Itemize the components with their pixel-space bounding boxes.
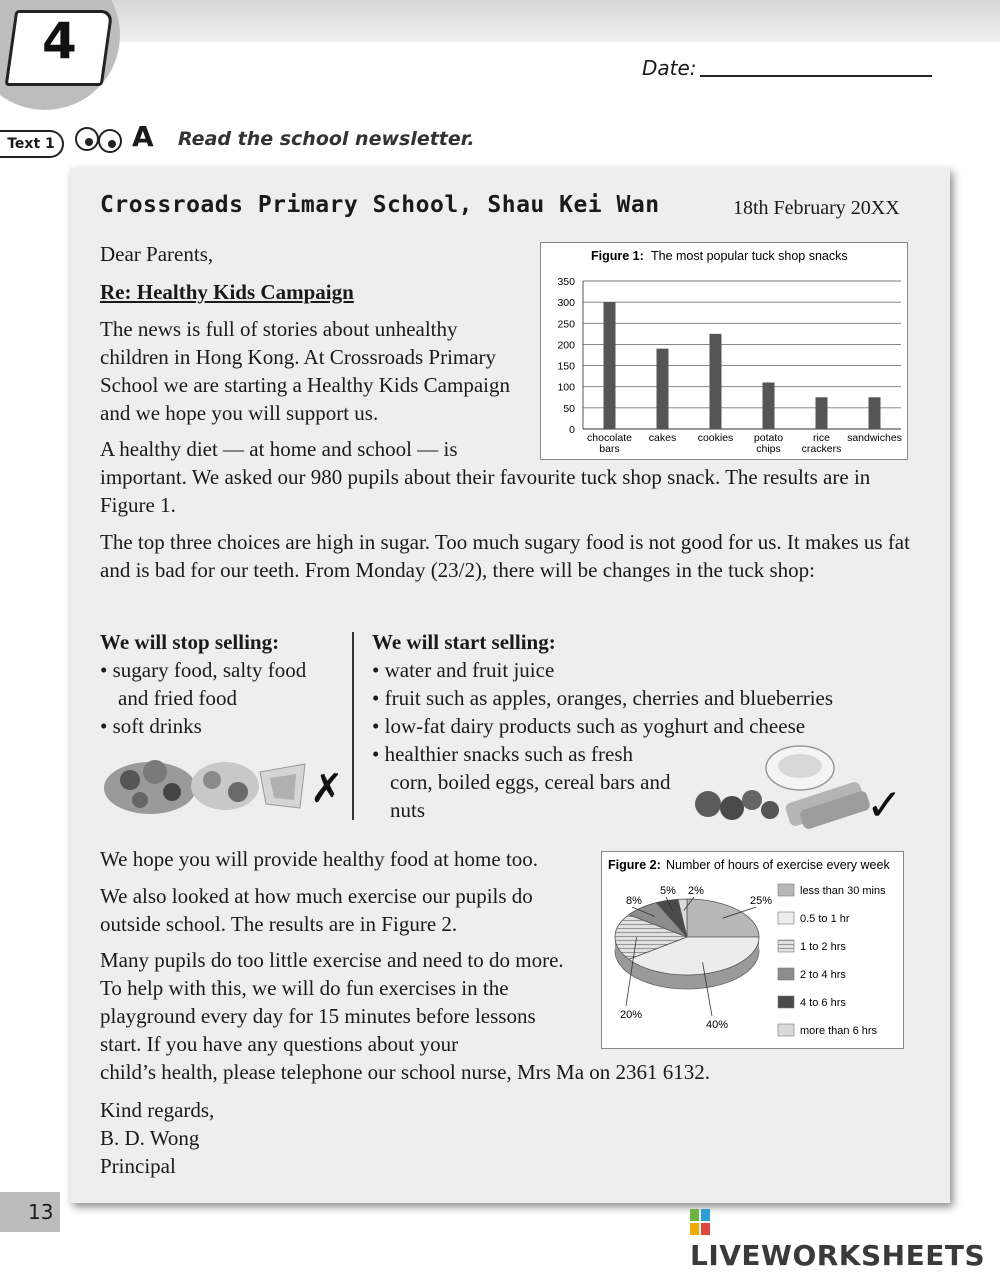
legend-swatch bbox=[778, 912, 794, 924]
pie-value-label: 20% bbox=[620, 1009, 643, 1021]
list-item: • fruit such as apples, oranges, cherries and blueberries bbox=[372, 686, 834, 710]
y-tick-label: 0 bbox=[569, 424, 575, 436]
unit-badge bbox=[0, 0, 120, 110]
legend-label: 4 to 6 hrs bbox=[800, 997, 846, 1009]
top-banner bbox=[0, 0, 1000, 42]
bar-cakes bbox=[657, 349, 669, 429]
unit-number: 4 bbox=[42, 12, 77, 70]
figure-1-title-bold: Figure 1: bbox=[591, 249, 644, 263]
paragraph-6-start: Many pupils do too little exercise and need to do more. To help with this, we will do fun exercises in the playground every day for 15 minutes before lessons start. If you have any questions about your bbox=[100, 948, 564, 1056]
x-tick-label: rice bbox=[813, 432, 830, 444]
brand-text: LIVEWORKSHEETS bbox=[690, 1239, 986, 1272]
list-item: • soft drinks bbox=[100, 714, 202, 738]
x-tick-label: cakes bbox=[648, 432, 677, 444]
healthy-food-illustration bbox=[690, 740, 910, 832]
date-label: Date: bbox=[642, 56, 697, 80]
x-tick-label: sandwiches bbox=[847, 432, 902, 444]
paragraph-6-end: child’s health, please telephone our school nurse, Mrs Ma on 2361 6132. bbox=[100, 1060, 711, 1084]
list-item: • sugary food, salty food and fried food bbox=[100, 658, 307, 710]
liveworksheets-brand[interactable] bbox=[690, 1206, 1000, 1272]
reading-eyes-icon bbox=[74, 122, 124, 156]
bar-cookies bbox=[710, 334, 722, 429]
page-number: 13 bbox=[0, 1192, 60, 1232]
y-tick-label: 100 bbox=[557, 381, 575, 394]
legend-label: less than 30 mins bbox=[800, 885, 886, 897]
figure-2-box bbox=[601, 851, 904, 1049]
y-tick-label: 50 bbox=[563, 402, 575, 415]
figure-1-title: The most popular tuck shop snacks bbox=[651, 249, 848, 263]
liveworksheets-logo-icon bbox=[690, 1209, 710, 1235]
y-tick-label: 300 bbox=[557, 297, 575, 310]
junk-food-illustration bbox=[100, 742, 346, 828]
paragraph-4: We hope you will provide healthy food at home too. bbox=[100, 847, 539, 871]
newsletter-date: 18th February 20XX bbox=[733, 197, 900, 219]
y-tick-label: 350 bbox=[557, 276, 575, 288]
date-input-line[interactable] bbox=[700, 75, 932, 77]
y-tick-label: 200 bbox=[557, 339, 575, 352]
re-line: Re: Healthy Kids Campaign bbox=[100, 280, 354, 304]
greeting: Dear Parents, bbox=[100, 242, 214, 266]
closing: Kind regards, bbox=[100, 1098, 215, 1122]
y-tick-label: 150 bbox=[557, 360, 575, 373]
figure-1-bar-chart bbox=[541, 243, 907, 459]
figure-1-box bbox=[540, 242, 908, 460]
legend-label: more than 6 hrs bbox=[800, 1025, 878, 1037]
legend-label: 2 to 4 hrs bbox=[800, 969, 846, 981]
x-tick-label: chips bbox=[756, 443, 781, 455]
legend-swatch bbox=[778, 940, 794, 952]
legend-swatch bbox=[778, 968, 794, 980]
legend-swatch bbox=[778, 884, 794, 896]
tick-mark: ✓ bbox=[866, 780, 903, 831]
y-tick-label: 250 bbox=[557, 318, 575, 331]
signer-name: B. D. Wong bbox=[100, 1126, 200, 1150]
pie-value-label: 8% bbox=[626, 895, 642, 907]
text-tag: Text 1 bbox=[0, 130, 64, 158]
start-selling-heading: We will start selling: bbox=[372, 630, 556, 654]
x-tick-label: potato bbox=[753, 432, 784, 444]
paragraph-5: We also looked at how much exercise our pupils do outside school. The results are in Figure 2. bbox=[100, 884, 533, 936]
legend-label: 1 to 2 hrs bbox=[800, 941, 846, 953]
figure-2-title-bold: Figure 2: bbox=[608, 858, 661, 872]
stop-selling-list bbox=[100, 656, 340, 740]
legend-swatch bbox=[778, 996, 794, 1008]
paragraph-1: The news is full of stories about unhealthy children in Hong Kong. At Crossroads Primary School we are starting a Healthy Kids Campaign and we hope you will support us. bbox=[100, 317, 510, 425]
bar-rice-crackers bbox=[816, 397, 828, 429]
stop-selling-heading: We will stop selling: bbox=[100, 630, 280, 654]
list-divider bbox=[352, 632, 354, 820]
newsletter-school-title: Crossroads Primary School, Shau Kei Wan bbox=[100, 192, 660, 218]
bar-chocolate-bars bbox=[604, 302, 616, 429]
list-item: • water and fruit juice bbox=[372, 658, 555, 682]
pie-value-label: 25% bbox=[750, 895, 773, 907]
legend-label: 0.5 to 1 hr bbox=[800, 913, 850, 925]
bar-potato-chips bbox=[763, 382, 775, 429]
pie-value-label: 2% bbox=[688, 885, 704, 897]
list-item: • low-fat dairy products such as yoghurt and cheese bbox=[372, 714, 806, 738]
paragraph-3: The top three choices are high in sugar. Too much sugary food is not good for us. It makes us fat and is bad for our teeth. From Monday (23/2), there will be changes in the tuck shop: bbox=[100, 530, 910, 582]
x-tick-label: cookies bbox=[697, 432, 734, 444]
section-letter: A bbox=[132, 120, 154, 153]
legend-swatch bbox=[778, 1024, 794, 1036]
figure-2-pie-chart bbox=[602, 852, 903, 1048]
signer-role: Principal bbox=[100, 1154, 176, 1178]
figure-2-title: Number of hours of exercise every week bbox=[666, 858, 890, 872]
pie-value-label: 40% bbox=[706, 1019, 729, 1031]
x-tick-label: bars bbox=[599, 443, 620, 455]
bar-sandwiches bbox=[869, 397, 881, 429]
list-item: • healthier snacks such as fresh corn, boiled eggs, cereal bars and nuts bbox=[372, 742, 671, 822]
instruction: Read the school newsletter. bbox=[178, 128, 475, 150]
x-tick-label: crackers bbox=[801, 443, 842, 455]
cross-mark: ✗ bbox=[310, 766, 344, 812]
pie-value-label: 5% bbox=[660, 885, 676, 897]
paragraph-2-end: important. We asked our 980 pupils about their favourite tuck shop snack. The results are in Figure 1. bbox=[100, 465, 871, 517]
x-tick-label: chocolate bbox=[587, 432, 632, 444]
paragraph-2-start: A healthy diet — at home and school — is bbox=[100, 437, 458, 461]
